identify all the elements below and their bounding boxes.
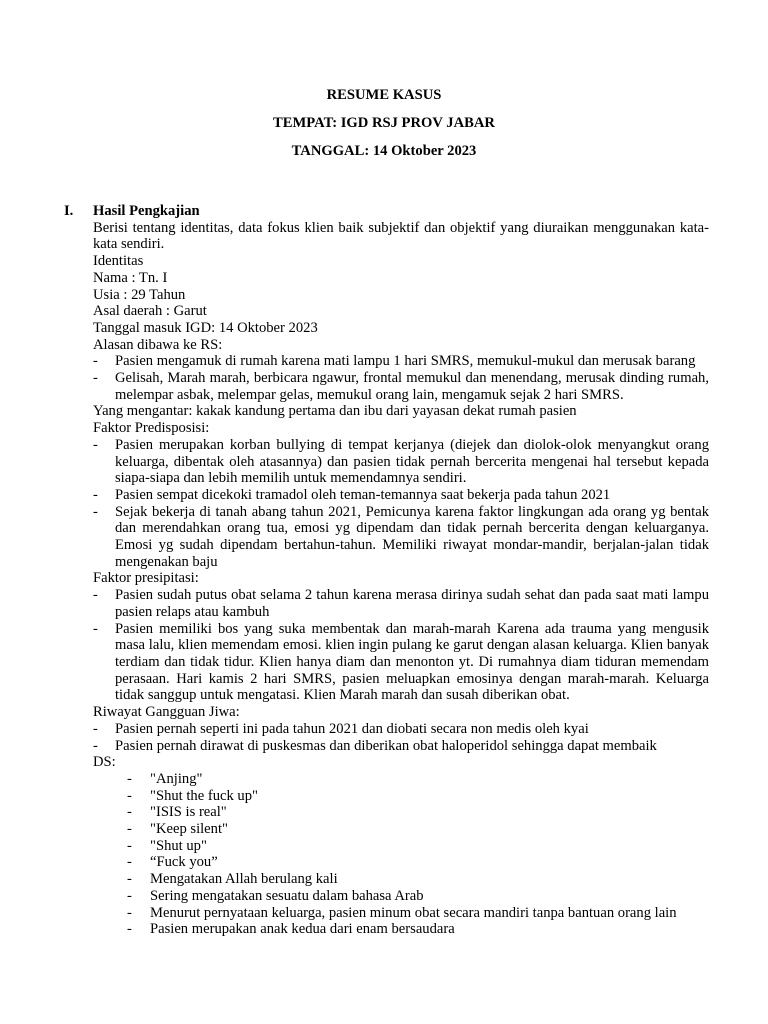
presipitasi-list: [93, 587, 709, 704]
list-item: - Pasien pernah seperti ini pada tahun 2021 dan diobati secara non medis oleh kyai: [93, 720, 589, 737]
intro-paragraph: Berisi tentang identitas, data fokus klien baik subjektif dan objektif yang diuraikan menggunakan kata-kata sendiri.: [93, 219, 709, 253]
list-item: - Pasien sempat dicekoki tramadol oleh teman-temannya saat bekerja pada tahun 2021: [93, 486, 611, 503]
section-title: Hasil Pengkajian: [93, 203, 200, 219]
list-item: - "ISIS is real": [127, 804, 227, 821]
list-item: - Pasien pernah dirawat di puskesmas dan diberikan obat haloperidol sehingga dapat membaik: [93, 737, 657, 754]
list-item: - Sering mengatakan sesuatu dalam bahasa Arab: [127, 887, 424, 904]
list-item: - Gelisah, Marah marah, berbicara ngawur, frontal memukul dan menendang, merusak dinding rumah, melempar asbak, melempar gelas, memukul orang lain, mengamuk sejak 2 hari SMRS.: [93, 370, 709, 403]
list-item: - Pasien sudah putus obat selama 2 tahun karena merasa dirinya sudah sehat dan pada saat mati lampu pasien relaps atau kambuh: [93, 587, 709, 620]
list-item: - Menurut pernyataan keluarga, pasien minum obat secara mandiri tanpa bantuan orang lain: [127, 904, 677, 921]
section-number: I.: [64, 203, 74, 219]
list-item: - Pasien memiliki bos yang suka membentak dan marah-marah Karena ada trauma yang mengusik masa lalu, klien memendam emosi. klien ingin pulang ke garut dengan alasan keluarga. Klien banyak terdiam dan tidak tidur. Klien hanya diam dan menonton yt. Di rumahnya diam tiduran memendam perasaan. Hari kamis 2 hari SMRS, pasien meluapkan emosinya dengan marah-marah. Keluarga tidak sanggup untuk mengatasi. Klien Marah marah dan susah diberikan obat.: [93, 620, 709, 704]
list-item: - Pasien merupakan anak kedua dari enam bersaudara: [127, 921, 455, 938]
list-item: - Pasien mengamuk di rumah karena mati lampu 1 hari SMRS, memukul-mukul dan merusak barang: [93, 353, 696, 370]
usia-line: Usia : 29 Tahun: [93, 286, 186, 303]
header-title: RESUME KASUS: [326, 87, 442, 103]
document-header: [0, 87, 768, 171]
alasan-label: Alasan dibawa ke RS:: [93, 336, 223, 353]
list-item: - "Keep silent": [127, 821, 228, 838]
riwayat-label: Riwayat Gangguan Jiwa:: [93, 704, 240, 721]
riwayat-list: [93, 721, 709, 754]
identitas-label: Identitas: [93, 253, 144, 270]
asal-line: Asal daerah : Garut: [93, 303, 207, 320]
alasan-list: [93, 353, 709, 403]
ds-label: DS:: [93, 754, 116, 771]
list-item: - “Fuck you”: [127, 854, 218, 871]
nama-line: Nama : Tn. I: [93, 269, 168, 286]
list-item: - Mengatakan Allah berulang kali: [127, 871, 338, 888]
presipitasi-label: Faktor presipitasi:: [93, 570, 199, 587]
section-content: [93, 220, 709, 938]
ds-list: [93, 771, 709, 938]
list-item: - Pasien merupakan korban bullying di tempat kerjanya (diejek dan diolok-olok menyangkut orang keluarga, dibentak oleh atasannya) dan pasien tidak pernah bercerita mengenai hal tersebut kepada siapa-siapa dan lebih memilih untuk memendamnya sendiri.: [93, 436, 709, 487]
predisposisi-label: Faktor Predisposisi:: [93, 420, 210, 437]
list-item: - "Shut up": [127, 837, 207, 854]
list-item: - "Anjing": [127, 770, 203, 787]
predisposisi-list: [93, 437, 709, 571]
tanggal-masuk-line: Tanggal masuk IGD: 14 Oktober 2023: [93, 319, 318, 336]
pengantar-line: Yang mengantar: kakak kandung pertama dan ibu dari yayasan dekat rumah pasien: [93, 403, 577, 420]
list-item: - "Shut the fuck up": [127, 787, 258, 804]
header-date: TANGGAL: 14 Oktober 2023: [291, 143, 477, 159]
section-heading: [64, 203, 709, 220]
list-item: - Sejak bekerja di tanah abang tahun 2021, Pemicunya karena faktor lingkungan ada orang yg bentak dan merendahkan orang tua, emosi yg dipendam dan tidak pernah bercerita dengan keluarganya. Emosi yg sudah dipendam bertahun-tahun. Memiliki riwayat mondar-mandir, berjalan-jalan tidak mengenakan baju: [93, 503, 709, 570]
section-hasil-pengkajian: [64, 203, 709, 938]
header-place: TEMPAT: IGD RSJ PROV JABAR: [273, 115, 495, 131]
